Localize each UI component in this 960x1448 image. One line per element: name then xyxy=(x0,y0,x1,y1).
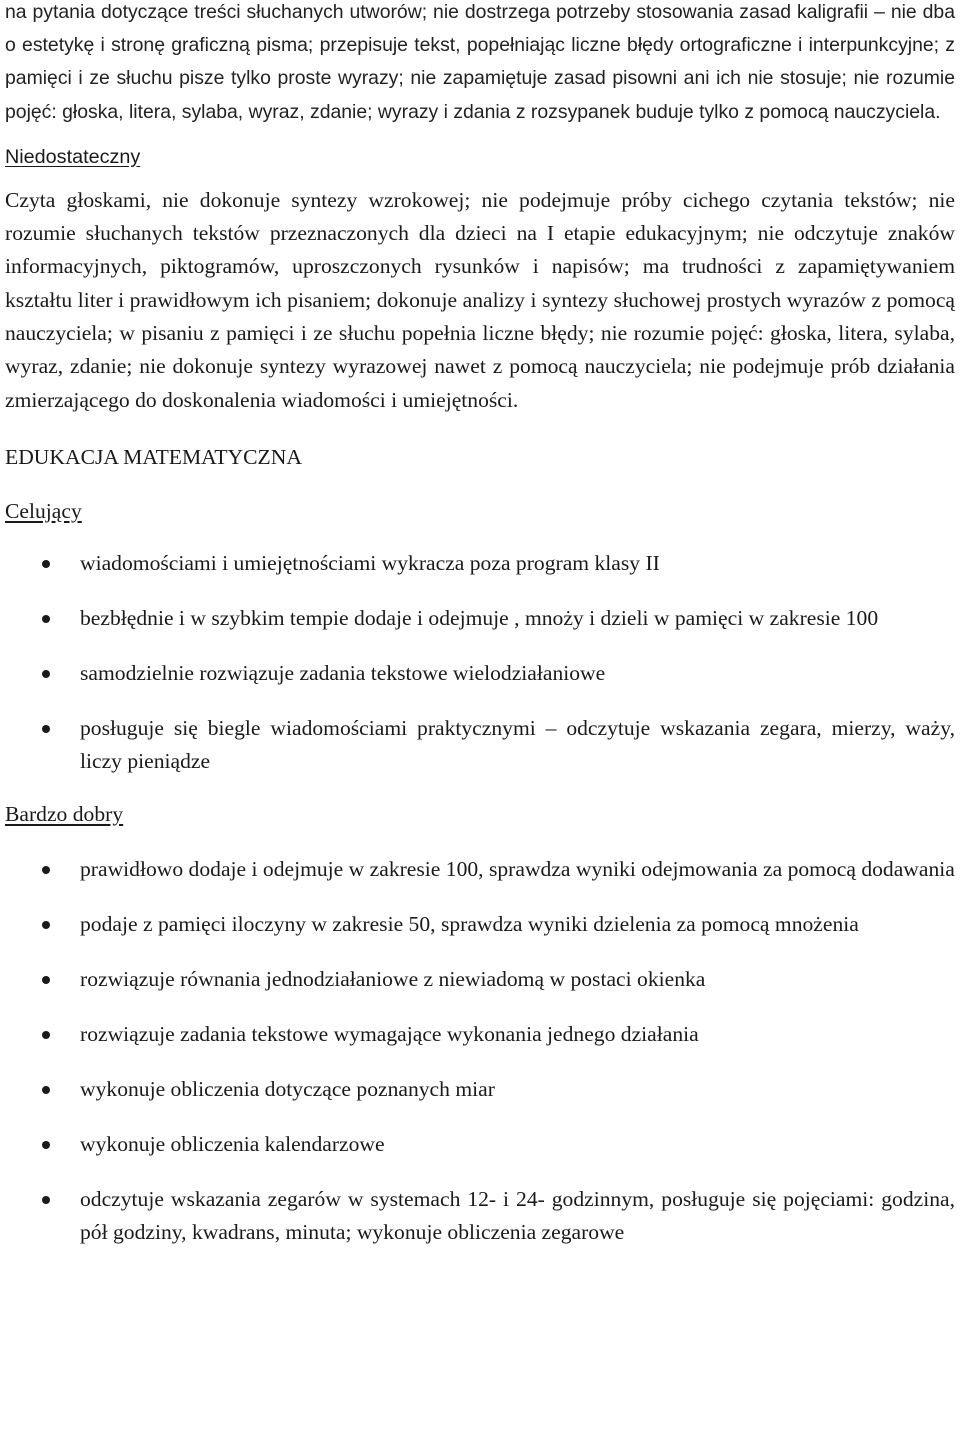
bullet-icon xyxy=(42,866,50,874)
list-item-text: prawidłowo dodaje i odejmuje w zakresie 100, sprawdza wyniki odejmowania za pomocą dodawania xyxy=(80,856,955,881)
list-bardzo-dobry xyxy=(5,853,955,1249)
list-item-text: odczytuje wskazania zegarów w systemach 12- i 24- godzinnym, posługuje się pojęciami: godzina, pół godziny, kwadrans, minuta; wykonuje obliczenia zegarowe xyxy=(80,1186,955,1244)
paragraph-niedostateczny: Czyta głoskami, nie dokonuje syntezy wzrokowej; nie podejmuje próby cichego czytania tekstów; nie rozumie słuchanych tekstów przeznaczonych dla dzieci na I etapie edukacyjnym; nie odczytuje znaków informacyjnych, piktogramów, uproszczonych rysunków i napisów; ma trudności z zapamiętywaniem kształtu liter i prawidłowym ich pisaniem; dokonuje analizy i syntezy słuchowej prostych wyrazów z pomocą nauczyciela; w pisaniu z pamięci i ze słuchu popełnia liczne błędy; nie rozumie pojęć: głoska, litera, sylaba, wyraz, zdanie; nie dokonuje syntezy wyrazowej nawet z pomocą nauczyciela; nie podejmuje prób działania zmierzającego do doskonalenia wiadomości i umiejętności. xyxy=(5,187,955,412)
list-item-text: wykonuje obliczenia dotyczące poznanych miar xyxy=(80,1076,495,1101)
heading-niedostateczny: Niedostateczny xyxy=(5,145,141,168)
list-item-text: bezbłędnie i w szybkim tempie dodaje i odejmuje , mnoży i dzieli w pamięci w zakresie 100 xyxy=(80,605,879,630)
list-item xyxy=(5,712,955,778)
heading-celujacy: Celujący xyxy=(5,498,82,523)
bullet-icon xyxy=(42,1086,50,1094)
bullet-icon xyxy=(42,1196,50,1204)
list-celujacy xyxy=(5,547,955,778)
list-item-text: posługuje się biegle wiadomościami praktycznymi – odczytuje wskazania zegara, mierzy, waży, liczy pieniądze xyxy=(80,715,955,773)
list-item xyxy=(5,547,955,580)
list-item xyxy=(5,602,955,635)
bullet-icon xyxy=(42,921,50,929)
bullet-icon xyxy=(42,725,50,733)
list-item-text: podaje z pamięci iloczyny w zakresie 50, sprawdza wyniki dzielenia za pomocą mnożenia xyxy=(80,911,859,936)
list-item xyxy=(5,1183,955,1249)
bullet-icon xyxy=(42,1031,50,1039)
list-item xyxy=(5,1018,955,1051)
list-item xyxy=(5,1073,955,1106)
top-paragraph: na pytania dotyczące treści słuchanych utworów; nie dostrzega potrzeby stosowania zasad kaligrafii – nie dba o estetykę i stronę graficzną pisma; przepisuje tekst, popełniając liczne błędy ortograficzne i interpunkcyjne; z pamięci i ze słuchu pisze tylko proste wyrazy; nie zapamiętuje zasad pisowni ani ich nie stosuje; nie rozumie pojęć: głoska, litera, sylaba, wyraz, zdanie; wyrazy i zdania z rozsypanek buduje tylko z pomocą nauczyciela. xyxy=(5,1,955,123)
list-item-text: wykonuje obliczenia kalendarzowe xyxy=(80,1131,385,1156)
list-item-text: rozwiązuje zadania tekstowe wymagające wykonania jednego działania xyxy=(80,1021,699,1046)
list-item xyxy=(5,853,955,886)
heading-bardzo-dobry: Bardzo dobry xyxy=(5,801,124,826)
bullet-icon xyxy=(42,1141,50,1149)
list-item xyxy=(5,908,955,941)
bullet-icon xyxy=(42,670,50,678)
list-item-text: wiadomościami i umiejętnościami wykracza poza program klasy II xyxy=(80,550,660,575)
list-item-text: rozwiązuje równania jednodziałaniowe z niewiadomą w postaci okienka xyxy=(80,966,706,991)
list-item xyxy=(5,1128,955,1161)
bullet-icon xyxy=(42,976,50,984)
list-item xyxy=(5,657,955,690)
bullet-icon xyxy=(42,615,50,623)
list-item-text: samodzielnie rozwiązuje zadania tekstowe wielodziałaniowe xyxy=(80,660,606,685)
section-title-edukacja-matematyczna: EDUKACJA MATEMATYCZNA xyxy=(5,444,302,469)
list-item xyxy=(5,963,955,996)
bullet-icon xyxy=(42,560,50,568)
